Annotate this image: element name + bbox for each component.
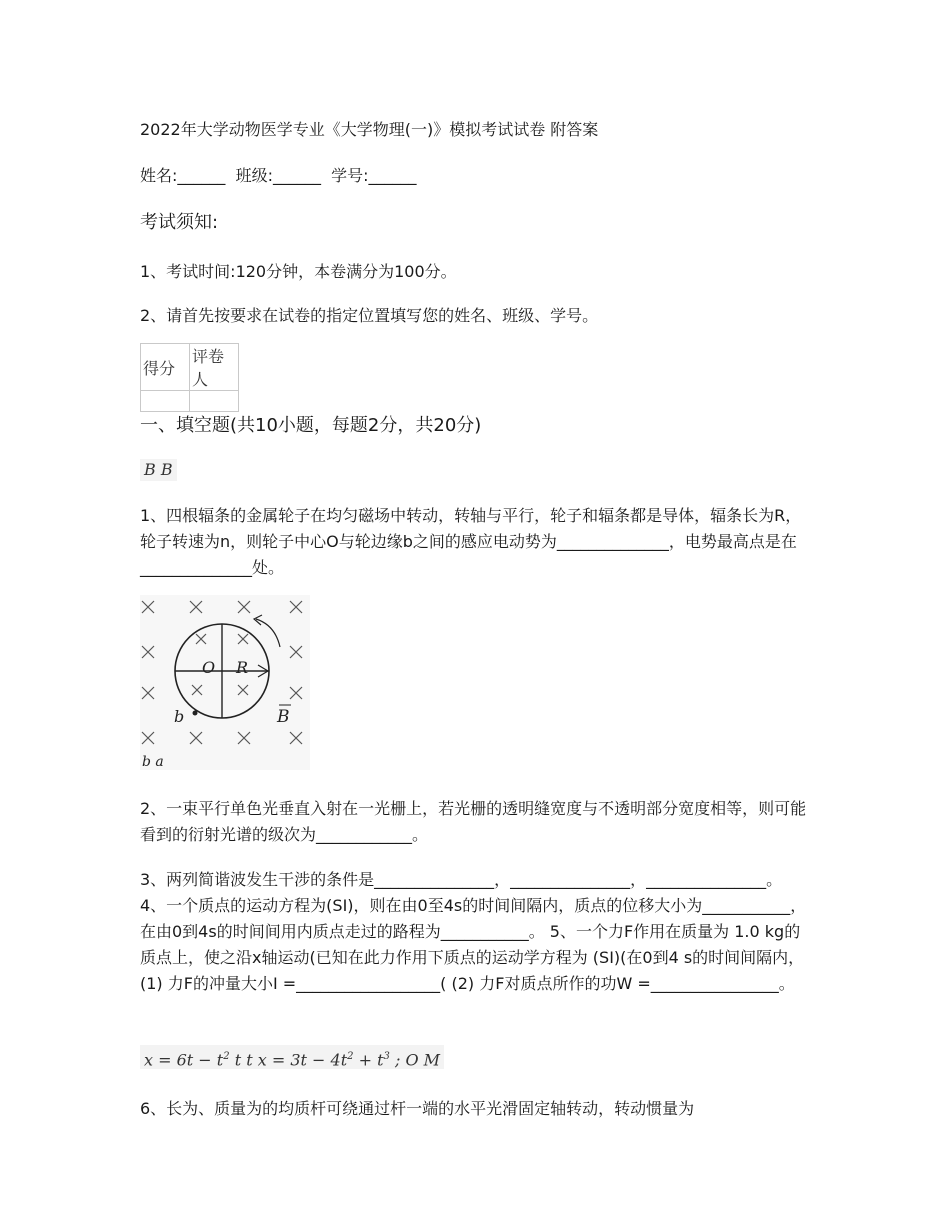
grader-cell[interactable] xyxy=(190,391,239,412)
notice-item-1: 1、考试时间:120分钟，本卷满分为100分。 xyxy=(140,262,457,281)
score-header: 得分 xyxy=(141,344,190,391)
label-O: O xyxy=(202,658,216,677)
label-R: R xyxy=(236,658,249,677)
equation-1: x = 6t − t xyxy=(144,1050,224,1070)
section-heading-fill-in: 一、填空题(共10小题，每题2分，共20分) xyxy=(140,415,482,436)
vector-b-symbols: B B xyxy=(140,459,177,481)
figure-background xyxy=(140,595,310,770)
student-info-line: 姓名:______ 班级:______ 学号:______ xyxy=(140,166,417,185)
question-2: 2、一束平行单色光垂直入射在一光栅上，若光栅的透明缝宽度与不透明部分宽度相等，则可能看到的衍射光谱的级次为____________。 xyxy=(140,799,807,844)
grader-header: 评卷人 xyxy=(190,344,239,391)
score-table xyxy=(140,343,239,412)
equation-1-exponent: 2 xyxy=(223,1051,230,1062)
t-symbols: t t xyxy=(234,1050,253,1070)
notice-heading: 考试须知: xyxy=(140,212,219,233)
label-b: b xyxy=(174,707,185,726)
figure-caption: b a xyxy=(142,754,164,770)
equation-2-term: + t xyxy=(353,1050,384,1070)
equation-strip xyxy=(140,1045,444,1069)
equation-tail: ; O M xyxy=(395,1050,441,1070)
label-B-field: B xyxy=(277,707,290,727)
point-b-dot xyxy=(193,711,198,716)
question-1: 1、四根辐条的金属轮子在均匀磁场中转动，转轴与平行，轮子和辐条都是导体，辐条长为R，轮子转速为n，则轮子中心O与轮边缘b之间的感应电动势为______________，电势最高点是在______________处。 xyxy=(140,506,802,577)
equation-2-exponent: 2 xyxy=(347,1051,354,1062)
rotating-wheel-figure xyxy=(140,595,310,770)
exam-title: 2022年大学动物医学专业《大学物理(一)》模拟考试试卷 附答案 xyxy=(140,120,599,139)
score-cell[interactable] xyxy=(141,391,190,412)
equation-2-exponent-3: 3 xyxy=(383,1051,390,1062)
notice-item-2: 2、请首先按要求在试卷的指定位置填写您的姓名、班级、学号。 xyxy=(140,306,599,325)
question-6: 6、长为、质量为的均质杆可绕通过杆一端的水平光滑固定轴转动，转动惯量为 xyxy=(140,1099,695,1118)
questions-3-to-5: 3、两列简谐波发生干涉的条件是_______________，_______________，_______________。 4、一个质点的运动方程为(SI)，则在由0至4s的时间间隔内，质点的位移大小为___________，在由0到4s的时间间用内质点走过的路程为___________。 5、一个力F作用在质量为 1.0 kg的质点上，使之沿x轴运动(已知在此力作用下质点的运动学方程为 (SI)(在0到4 s的时间间隔内，(1) 力F的冲量大小I =__________________( (2) 力F对质点所作的功W =________________。 xyxy=(140,870,807,993)
equation-2: x = 3t − 4t xyxy=(257,1050,348,1070)
